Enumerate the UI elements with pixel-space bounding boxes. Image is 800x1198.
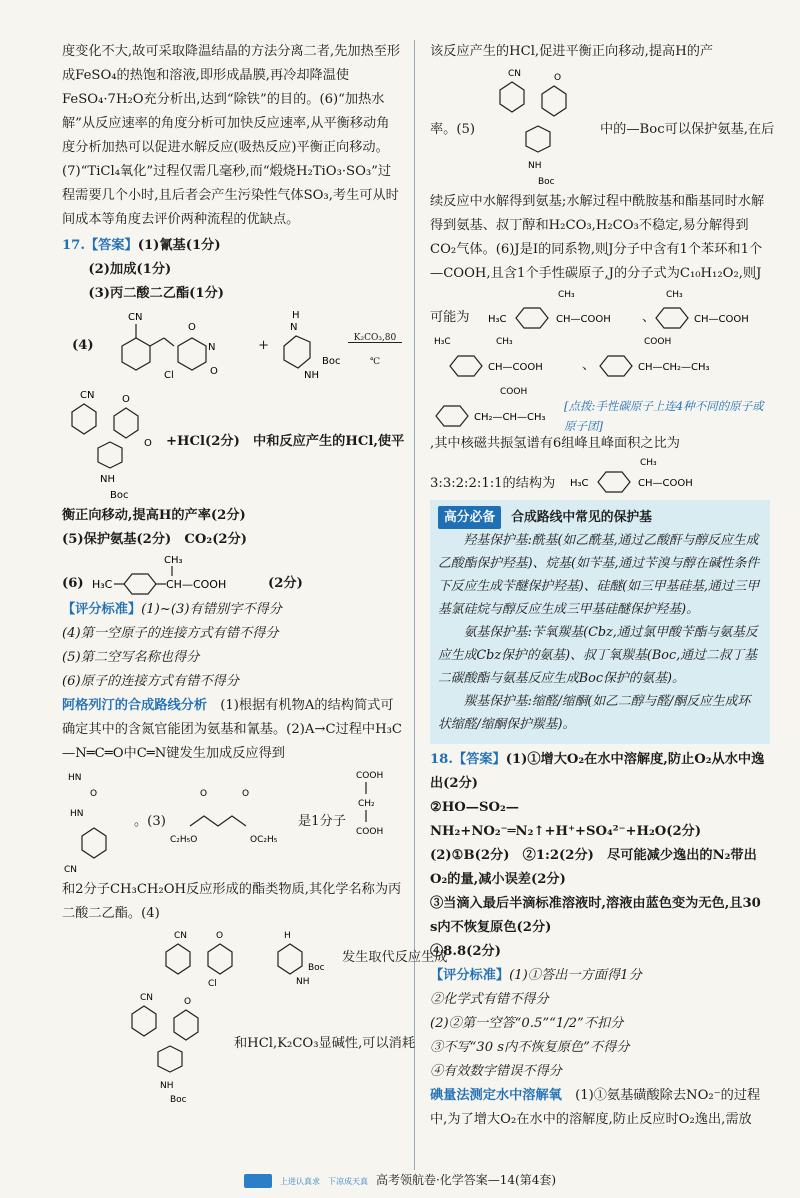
product-block (62, 386, 405, 504)
svg-text:HN: HN (70, 809, 84, 819)
right-column (430, 40, 775, 1132)
analysis-18-text: (1)①氨基磺酸除去NO₂⁻的过程中,为了增大O₂在水中的溶解度,防止反应时O₂逸出,需放 (430, 1088, 761, 1127)
isomer-3-structure (430, 332, 580, 382)
isomer-row-2 (430, 332, 770, 382)
svg-text:NH: NH (304, 370, 319, 381)
svg-text:O: O (188, 322, 196, 333)
answer-j-structure (568, 456, 738, 496)
right-structure-row (430, 64, 775, 190)
grading-18-4: ③不写“30 s内不恢复原色”不得分 (430, 1040, 630, 1055)
analysis-product-structure (122, 988, 232, 1108)
q18-answer-2: ②HO—SO₂—NH₂+NO₂⁻═N₂↑+H⁺+SO₄²⁻+H₂O(2分) (430, 800, 702, 839)
right-cont-4: 续反应中水解得到氨基;水解过程中酰胺基和酯基同时水解得到氨基、叔丁醇和H₂CO₃,H₂CO₃不稳定,易分解得到CO₂气体。(6)J是I的同系物,则J分子中含有1个苯环和1个—COOH,且含1个手性碳原子,J的分子式为C₁₀H₁₂O₂,则J (430, 194, 765, 281)
q18-answer-1: (1)①增大O₂在水中溶解度,防止O₂从水中逸出(2分) (430, 752, 765, 791)
analysis-title-17: 阿格列汀的合成路线分析 (62, 698, 208, 713)
svg-text:CH₂: CH₂ (358, 799, 375, 809)
grading-tag-18: 【评分标准】 (430, 968, 510, 983)
svg-text:CH₃: CH₃ (558, 290, 575, 300)
svg-text:Boc: Boc (538, 177, 555, 187)
q17-answer-4-tail: +HCl(2分) 中和反应产生的HCl,使平 (166, 434, 405, 449)
separator: 、 (642, 310, 656, 325)
reaction-condition: K₂CO₃,80 ℃ (353, 333, 397, 367)
right-cont-5: 可能为 (430, 310, 470, 325)
svg-text:CN: CN (508, 69, 522, 79)
svg-text:H₃C: H₃C (488, 314, 507, 325)
q18-answer-tag: 【答案】 (452, 752, 506, 767)
grading-18-1: (1)①答出一方面得1分 (509, 968, 642, 983)
tip-carbonyl: 羰基保护基:缩醛/缩酮(如乙二醇与醛/酮反应生成环状缩醛/缩酮保护羰基)。 (438, 694, 751, 732)
right-cont-1: 该反应产生的HCl,促进平衡正向移动,提高H的产 (430, 44, 714, 59)
right-cont-6: ,其中核磁共振氢谱有6组峰且峰面积之比为 (430, 436, 680, 451)
analysis-17-text6: 和HCl,K₂CO₃显碱性,可以消耗 (234, 1036, 416, 1051)
q18-answer-4: ③当滴入最后半滴标准溶液时,溶液由蓝色变为无色,且30 s内不恢复原色(2分) (430, 896, 761, 935)
q17-answer-6-label: (6) (62, 576, 84, 591)
svg-text:O: O (184, 997, 192, 1007)
analysis-structures-row (62, 766, 402, 878)
svg-text:NH: NH (160, 1081, 174, 1091)
analysis-product-row (62, 988, 416, 1108)
svg-text:Boc: Boc (322, 356, 341, 367)
svg-text:CN: CN (140, 993, 154, 1003)
svg-text:Cl: Cl (164, 370, 174, 381)
answer-6-structure (90, 552, 270, 598)
diethyl-malonate-structure (170, 786, 290, 856)
svg-text:Boc: Boc (110, 490, 129, 501)
q17-answer-4-label: (4) (72, 338, 94, 353)
analysis-reactant-b-structure (270, 926, 330, 988)
footer-text: 高考领航卷·化学答案—14(第4套) (375, 1173, 557, 1187)
svg-text:COOH: COOH (500, 387, 528, 397)
tip-badge: 高分必备 (438, 506, 501, 529)
svg-text:CH₂—CH—CH₃: CH₂—CH—CH₃ (474, 412, 546, 423)
isomer-1-structure (486, 286, 646, 332)
svg-text:NH: NH (296, 977, 310, 987)
analysis-17-text2: 。(3) (134, 814, 166, 829)
svg-text:Boc: Boc (170, 1095, 187, 1105)
right-cont-2: 率。(5) (430, 122, 476, 137)
right-cont-7: 3:3:2:2:1:1的结构为 (430, 476, 556, 491)
svg-text:O: O (216, 931, 224, 941)
grading-18-2: ②化学式有错不得分 (430, 992, 549, 1007)
grading-17-3: (5)第二空写名称也得分 (62, 650, 200, 665)
svg-text:NH: NH (100, 474, 115, 485)
chiral-hint: [点拨:手性碳原子上连4种不同的原子或原子团] (564, 399, 764, 433)
svg-text:CH—COOH: CH—COOH (694, 314, 749, 325)
svg-text:O: O (122, 394, 130, 405)
svg-text:CH—COOH: CH—COOH (488, 362, 543, 373)
boc-intermediate-structure (490, 64, 600, 190)
svg-text:O: O (200, 789, 208, 799)
svg-text:Boc: Boc (308, 963, 325, 973)
page-footer (0, 1170, 800, 1192)
svg-text:H: H (292, 310, 300, 321)
q18-number: 18. (430, 752, 453, 767)
tip-title: 合成路线中常见的保护基 (511, 510, 652, 525)
svg-text:O: O (242, 789, 250, 799)
reactant-boc-piperidine-structure (274, 306, 344, 386)
q17-answer-1: (1)氰基(1分) (137, 238, 221, 253)
analysis-17-text3: 是1分子 (298, 814, 346, 829)
tip-amino: 氨基保护基:苄氧羰基(Cbz,通过氯甲酸苄酯与氨基反应生成Cbz保护的氨基)、叔丁氧羰基(Boc,通过二叔丁基二碳酸酯与氨基反应生成Boc保护的氨基)。 (438, 625, 758, 686)
isomer-row-3 (430, 382, 770, 432)
footer-brand: 上进认真求 下凉成天真 (279, 1177, 368, 1186)
svg-text:CN: CN (174, 931, 188, 941)
separator: 、 (582, 358, 596, 373)
grading-tag-17: 【评分标准】 (62, 602, 142, 617)
svg-text:O: O (554, 73, 562, 83)
q17-answer-3: (3)丙二酸二乙酯(1分) (88, 286, 225, 301)
product-alogliptin-boc-structure (62, 386, 172, 504)
analysis-title-18: 碘量法测定水中溶解氧 (430, 1088, 562, 1103)
plus-sign: + (258, 338, 270, 353)
svg-text:O: O (90, 789, 98, 799)
svg-text:O: O (210, 366, 218, 377)
q18-answer-3: (2)①B(2分) ②1:2(2分) 尽可能减少逸出的N₂带出O₂的量,减小误差(2分) (430, 848, 757, 887)
urea-intermediate-structure (62, 766, 132, 878)
svg-text:CH₃: CH₃ (640, 458, 657, 468)
publisher-logo-icon (244, 1174, 272, 1188)
q17-answer-4-tail2: 衡正向移动,提高H的产率(2分) (62, 508, 246, 523)
reaction-line-4 (62, 306, 402, 386)
isomer-4-structure (594, 332, 764, 382)
svg-text:COOH: COOH (356, 771, 384, 781)
svg-text:COOH: COOH (644, 337, 672, 347)
svg-text:CN: CN (64, 865, 78, 875)
isomer-row-1 (430, 286, 770, 332)
svg-text:H₃C: H₃C (570, 478, 589, 489)
q17-answer-tag: 【答案】 (84, 238, 138, 253)
reactant-pyrimidinone-structure (102, 306, 242, 386)
reaction-arrow (348, 342, 402, 343)
svg-text:CH—COOH: CH—COOH (638, 478, 693, 489)
svg-text:HN: HN (68, 773, 82, 783)
svg-text:CH—CH₂—CH₃: CH—CH₂—CH₃ (638, 362, 710, 373)
malonic-acid-structure (346, 766, 402, 856)
svg-text:CN: CN (80, 390, 95, 401)
q17-answer-5: (5)保护氨基(2分) CO₂(2分) (62, 532, 248, 547)
analysis-17-text4: 和2分子CH₃CH₂OH反应形成的酯类物质,其化学名称为丙二酸二乙酯。(4) (62, 882, 402, 921)
svg-text:CN: CN (128, 312, 143, 323)
right-cont-3: 中的—Boc可以保护氨基,在后 (600, 122, 775, 137)
q17-answer-6-score: (2分) (268, 576, 303, 591)
svg-text:COOH: COOH (356, 827, 384, 837)
svg-text:CH—COOH: CH—COOH (556, 314, 611, 325)
svg-text:CH₃: CH₃ (666, 290, 683, 300)
analysis-reactant-a-structure (158, 926, 258, 988)
tip-box (430, 500, 770, 744)
grading-18-5: ④有效数字错误不得分 (430, 1064, 562, 1079)
svg-text:H₃C: H₃C (92, 578, 113, 591)
svg-text:N: N (290, 322, 298, 333)
analysis-reactants-row (62, 926, 448, 988)
svg-text:CH₃: CH₃ (496, 337, 513, 347)
isomer-5-structure (430, 382, 560, 432)
svg-text:H₃C: H₃C (434, 337, 451, 347)
analysis-17-text5: 发生取代反应生成 (342, 950, 448, 965)
column-divider (414, 40, 415, 1170)
grading-17-2: (4)第一空原子的连接方式有错不得分 (62, 626, 279, 641)
q17-number: 17. (62, 238, 85, 253)
svg-text:CH₃: CH₃ (164, 555, 183, 566)
grading-18-3: (2)②第一空答“0.5”“1/2”不扣分 (430, 1016, 624, 1031)
svg-text:N: N (208, 342, 216, 353)
svg-text:CH—COOH: CH—COOH (166, 578, 227, 591)
answer-structure-row (430, 456, 770, 496)
svg-text:H: H (284, 931, 291, 941)
svg-text:NH: NH (528, 161, 542, 171)
q17-answer-2: (2)加成(1分) (88, 262, 172, 277)
svg-text:OC₂H₅: OC₂H₅ (250, 835, 278, 845)
tip-hydroxyl: 羟基保护基:酰基(如乙酰基,通过乙酸酐与醇反应生成乙酸酯保护羟基)、烷基(如苄基,通过苄溴与醇在碱性条件下反应生成苄醚保护羟基)、硅醚(如三甲基硅基,通过三甲基氯硅烷与醇反应生成三甲基硅醚保护羟基)。 (438, 533, 760, 617)
isomer-2-structure (650, 286, 770, 332)
grading-17-4: (6)原子的连接方式有错不得分 (62, 674, 239, 689)
analysis-17-text1: (1)根据有机物A的结构简式可确定其中的含氮官能团为氨基和氰基。(2)A→C过程中H₃C—N═C═O中C═N键发生加成反应得到 (62, 698, 402, 761)
intro-paragraph: 度变化不大,故可采取降温结晶的方法分离二者,先加热至形成FeSO₄的热饱和溶液,即形成晶膜,再冷却降温使FeSO₄·7H₂O充分析出,达到“除铁”的目的。(6)“加热水解”从反应速率的角度分析可加快反应速率,从平衡移动角度分析加热可以促进水解反应(吸热反应)平衡正向移动。(7)“TiCl₄氧化”过程仅需几毫秒,而“煅烧H₂TiO₃·SO₃”过程需要几个小时,且后者会产生污染性气体SO₃,考生可从时间成本等角度去评价两种流程的优缺点。 (62, 44, 401, 227)
grading-17-1: (1)~(3)有错别字不得分 (141, 602, 282, 617)
svg-text:O: O (144, 438, 152, 449)
q18-answer-5: ④8.8(2分) (430, 944, 501, 959)
svg-text:C₂H₅O: C₂H₅O (170, 835, 198, 845)
svg-text:Cl: Cl (208, 979, 217, 988)
q17-answer-6 (62, 552, 402, 598)
